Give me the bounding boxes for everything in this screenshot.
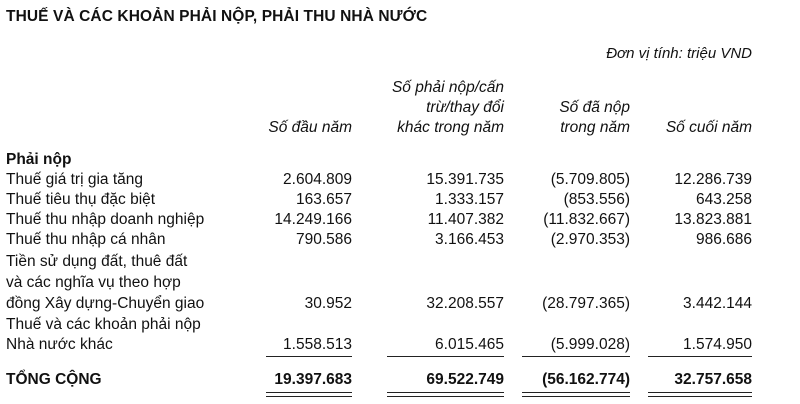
table-row xyxy=(0,210,800,230)
subtotal-rule xyxy=(648,356,752,357)
cell-opening: 1.558.513 xyxy=(283,336,352,353)
cell-closing: 13.823.881 xyxy=(674,211,752,228)
row-label: Nhà nước khác xyxy=(6,336,113,353)
total-double-rule xyxy=(387,392,504,397)
table-row xyxy=(0,315,800,335)
header-line: khác trong năm xyxy=(397,119,504,136)
row-label: Thuế giá trị gia tăng xyxy=(6,171,144,188)
cell-closing: 3.442.144 xyxy=(683,295,752,312)
header-opening-balance xyxy=(268,118,352,138)
header-line: Số đầu năm xyxy=(268,119,352,136)
cell-opening: 790.586 xyxy=(295,231,352,248)
total-label: TỔNG CỘNG xyxy=(6,371,102,388)
cell-closing: 12.286.739 xyxy=(674,171,752,188)
subtotal-rule xyxy=(522,356,630,357)
subtotal-rule xyxy=(266,356,352,357)
page-title: THUẾ VÀ CÁC KHOẢN PHẢI NỘP, PHẢI THU NHÀ NƯỚC xyxy=(6,8,428,25)
cell-paid: (5.999.028) xyxy=(550,336,630,353)
section-heading: Phải nộp xyxy=(6,151,72,168)
cell-opening: 2.604.809 xyxy=(283,171,352,188)
cell-opening: 163.657 xyxy=(295,191,352,208)
subtotal-rule xyxy=(387,356,504,357)
table-row xyxy=(0,170,800,190)
cell-payable: 11.407.382 xyxy=(427,211,504,228)
cell-payable: 32.208.557 xyxy=(426,295,504,312)
cell-payable: 15.391.735 xyxy=(426,171,504,188)
header-closing-balance xyxy=(666,118,752,138)
header-payable-in-year xyxy=(392,78,504,138)
row-label: Thuế tiêu thụ đặc biệt xyxy=(6,191,156,208)
cell-payable: 3.166.453 xyxy=(435,231,504,248)
header-line: trong năm xyxy=(560,119,630,136)
row-label: đồng Xây dựng-Chuyển giao xyxy=(6,295,205,312)
row-label: Tiền sử dụng đất, thuê đất xyxy=(6,253,188,270)
header-line: Số phải nộp/cấn xyxy=(391,79,504,96)
cell-paid: (11.832.667) xyxy=(543,211,630,228)
header-paid-in-year xyxy=(559,98,630,138)
cell-opening: 30.952 xyxy=(304,295,352,312)
cell-closing: 1.574.950 xyxy=(683,336,752,353)
table-row xyxy=(0,190,800,210)
table-row xyxy=(0,252,800,272)
cell-paid: (853.556) xyxy=(563,191,630,208)
cell-payable: 1.333.157 xyxy=(435,191,504,208)
header-line: trừ/thay đổi xyxy=(426,99,504,116)
cell-paid: (28.797.365) xyxy=(542,295,630,312)
cell-paid: (2.970.353) xyxy=(550,231,630,248)
cell-closing: 643.258 xyxy=(695,191,752,208)
total-row xyxy=(0,370,800,390)
header-line: Số cuối năm xyxy=(665,119,752,136)
total-double-rule xyxy=(648,392,752,397)
total-payable: 69.522.749 xyxy=(426,371,504,388)
total-paid: (56.162.774) xyxy=(542,371,630,388)
row-label: Thuế và các khoản phải nộp xyxy=(6,316,201,333)
table-row xyxy=(0,273,800,293)
table-row xyxy=(0,294,800,314)
unit-note: Đơn vị tính: triệu VND xyxy=(606,45,752,62)
cell-payable: 6.015.465 xyxy=(435,336,504,353)
total-closing: 32.757.658 xyxy=(674,371,752,388)
row-label: và các nghĩa vụ theo hợp xyxy=(6,274,181,291)
total-double-rule xyxy=(522,392,630,397)
header-line: Số đã nộp xyxy=(559,99,630,116)
table-row xyxy=(0,335,800,355)
row-label: Thuế thu nhập doanh nghiệp xyxy=(6,211,205,228)
cell-opening: 14.249.166 xyxy=(274,211,352,228)
total-double-rule xyxy=(266,392,352,397)
table-row xyxy=(0,230,800,250)
total-opening: 19.397.683 xyxy=(274,371,352,388)
row-label: Thuế thu nhập cá nhân xyxy=(6,231,166,248)
cell-closing: 986.686 xyxy=(695,231,752,248)
cell-paid: (5.709.805) xyxy=(550,171,630,188)
